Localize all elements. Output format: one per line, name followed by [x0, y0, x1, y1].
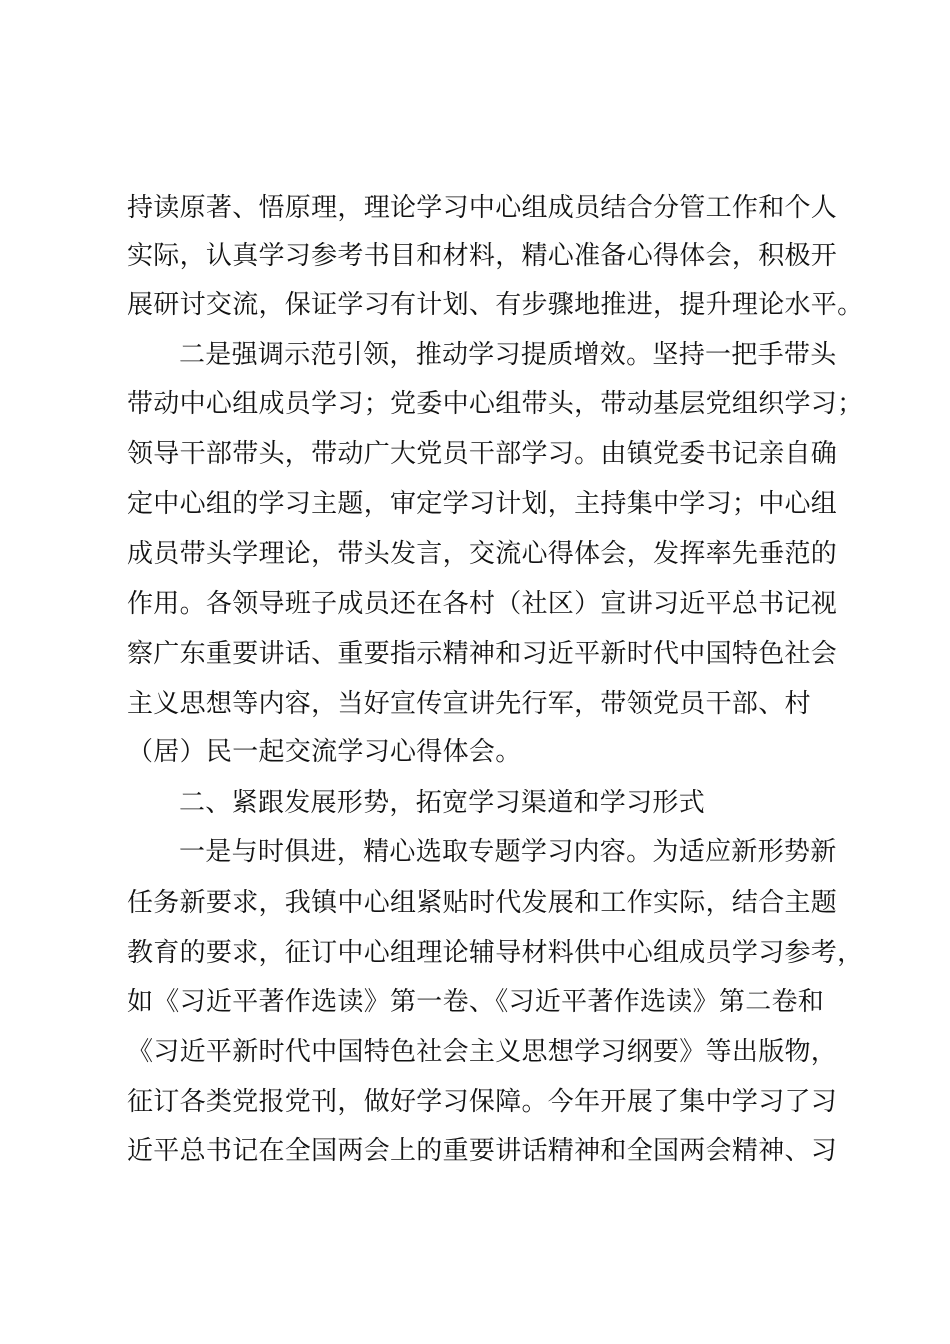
paragraph-start-line: 一是与时俱进，精心选取专题学习内容。为适应新形势新	[179, 837, 837, 867]
text-line: 持读原著、悟原理，理论学习中心组成员结合分管工作和个人	[127, 193, 838, 223]
section-heading: 二、紧跟发展形势，拓宽学习渠道和学习形式	[179, 788, 706, 818]
text-line: 定中心组的学习主题，审定学习计划，主持集中学习；中心组	[127, 489, 838, 519]
text-line: 带动中心组成员学习；党委中心组带头，带动基层党组织学习；	[127, 389, 864, 419]
text-line: 任务新要求，我镇中心组紧贴时代发展和工作实际，结合主题	[127, 888, 838, 918]
text-line: 如《习近平著作选读》第一卷、《习近平著作选读》第二卷和	[127, 987, 825, 1017]
text-line: 近平总书记在全国两会上的重要讲话精神和全国两会精神、习	[127, 1136, 838, 1166]
text-line: 察广东重要讲话、重要指示精神和习近平新时代中国特色社会	[127, 639, 838, 669]
text-line: 《习近平新时代中国特色社会主义思想学习纲要》等出版物，	[127, 1037, 838, 1067]
text-line: 主义思想等内容，当好宣传宣讲先行军，带领党员干部、村	[127, 689, 811, 719]
paragraph-start-line: 二是强调示范引领，推动学习提质增效。坚持一把手带头	[179, 340, 837, 370]
text-line: 成员带头学理论，带头发言，交流心得体会，发挥率先垂范的	[127, 539, 838, 569]
text-line: 教育的要求，征订中心组理论辅导材料供中心组成员学习参考，	[127, 938, 864, 968]
text-line: 作用。各领导班子成员还在各村（社区）宣讲习近平总书记视	[127, 589, 838, 619]
text-line: 实际，认真学习参考书目和材料，精心准备心得体会，积极开	[127, 241, 838, 271]
text-line: 征订各类党报党刊，做好学习保障。今年开展了集中学习了习	[127, 1087, 838, 1117]
text-line: 领导干部带头，带动广大党员干部学习。由镇党委书记亲自确	[127, 439, 838, 469]
text-line: （居）民一起交流学习心得体会。	[127, 737, 522, 767]
text-line: 展研讨交流，保证学习有计划、有步骤地推进，提升理论水平。	[127, 290, 864, 320]
